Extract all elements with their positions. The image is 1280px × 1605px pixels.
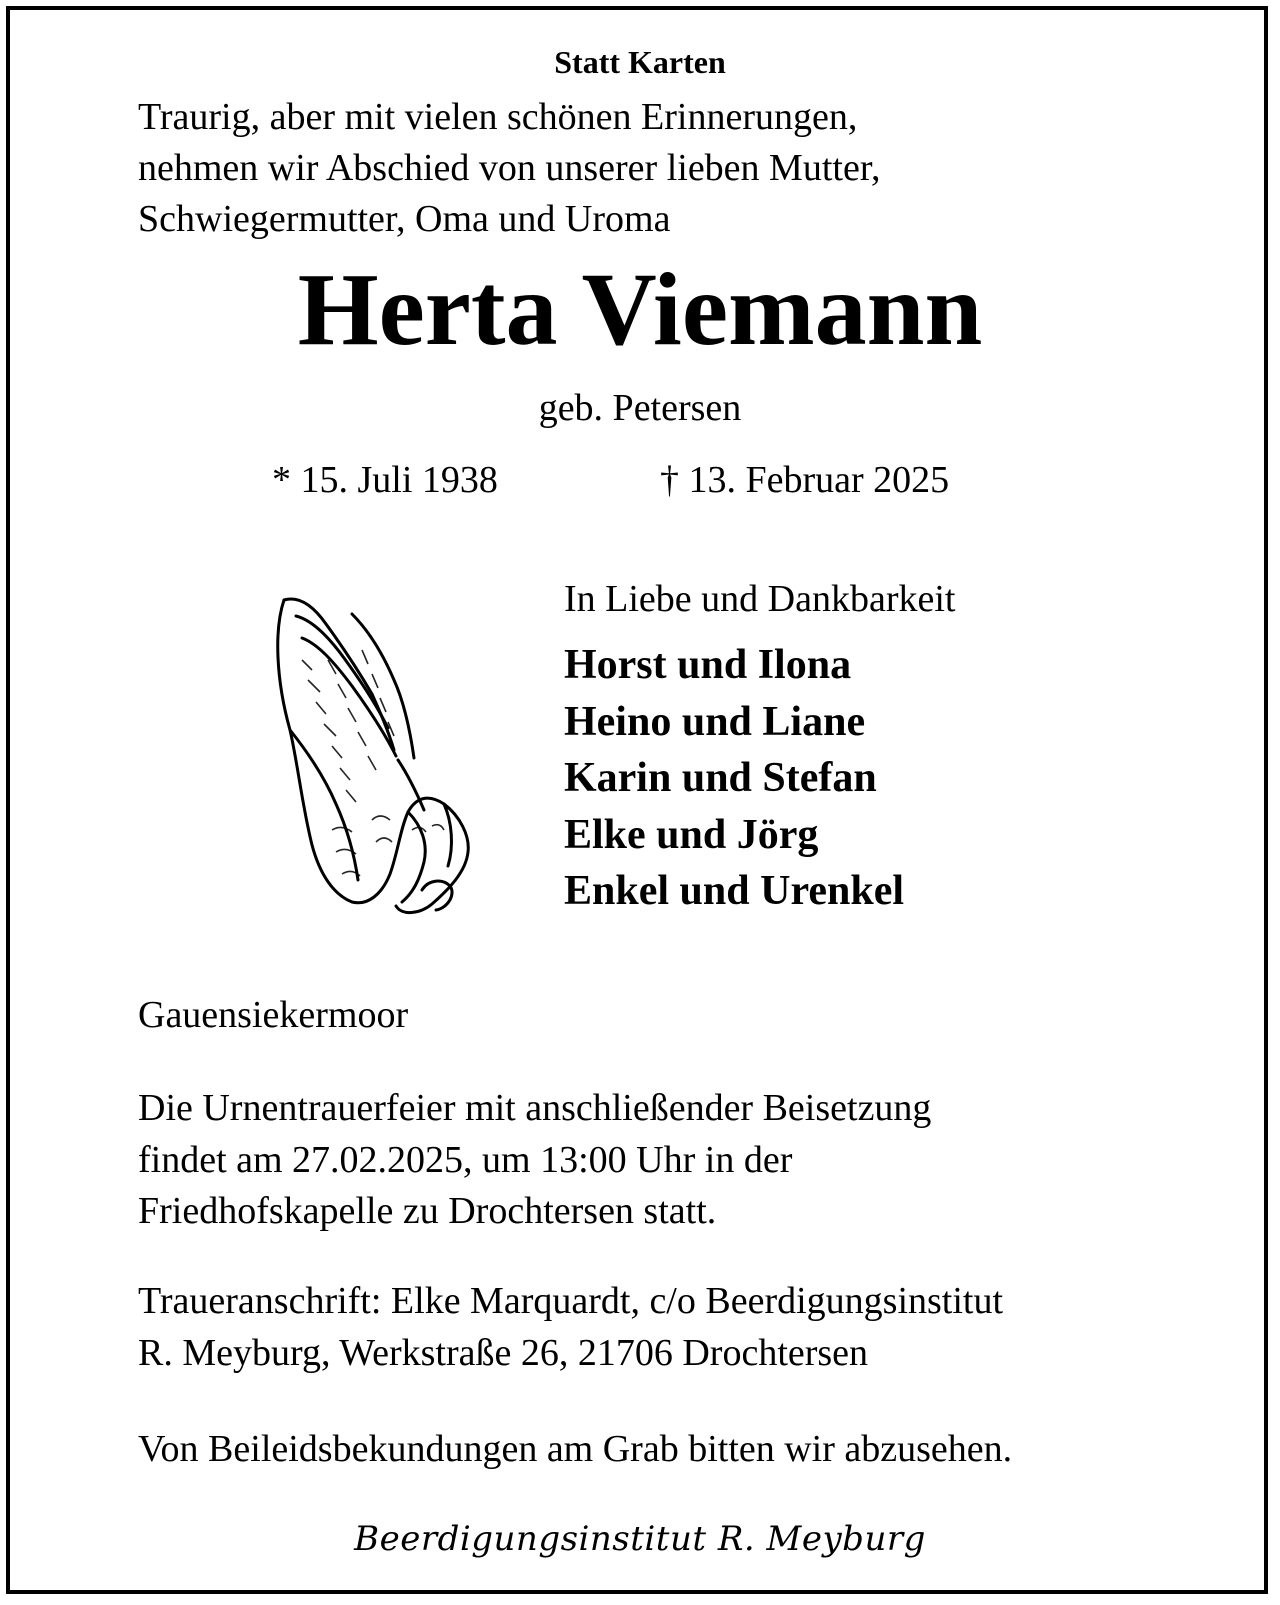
intro-line: nehmen wir Abschied von unserer lieben Mutter, [138,147,881,189]
funeral-home-signature: Beerdigungsinstitut R. Meyburg [354,1519,926,1559]
service-line: Die Urnentrauerfeier mit anschließender Beisetzung [138,1087,932,1129]
intro-line: Schwiegermutter, Oma und Uroma [138,198,671,240]
mourner-name: Horst und Ilona [564,642,852,688]
intro-text [138,92,1178,245]
death-date: † 13. Februar 2025 [660,459,950,501]
mourning-address [138,1276,1003,1379]
deceased-name: Herta Viemann [297,252,983,367]
praying-hands-icon [272,590,492,930]
mourner-name: Elke und Jörg [564,811,819,858]
service-line: Friedhofskapelle zu Drochtersen statt. [138,1190,717,1232]
mourner-name: Karin und Stefan [564,755,877,801]
mourner-name: Heino und Liane [564,698,866,745]
service-info [138,1083,931,1238]
mourners-list [564,637,904,920]
birth-date: * 15. Juli 1938 [272,459,498,501]
maiden-name: geb. Petersen [538,387,742,429]
intro-line: Traurig, aber mit vielen schönen Erinnerungen, [138,96,858,138]
place-name: Gauensiekermoor [138,994,409,1036]
header-title: Statt Karten [554,44,726,80]
address-line: R. Meyburg, Werkstraße 26, 21706 Drochtersen [138,1331,869,1374]
mourner-name: Enkel und Urenkel [564,868,904,914]
mourners-intro: In Liebe und Dankbarkeit [564,578,956,620]
address-line: Traueranschrift: Elke Marquardt, c/o Beerdigungsinstitut [138,1280,1004,1322]
service-line: findet am 27.02.2025, um 13:00 Uhr in der [138,1138,793,1181]
closing-note: Von Beileidsbekundungen am Grab bitten wir abzusehen. [138,1428,1013,1470]
